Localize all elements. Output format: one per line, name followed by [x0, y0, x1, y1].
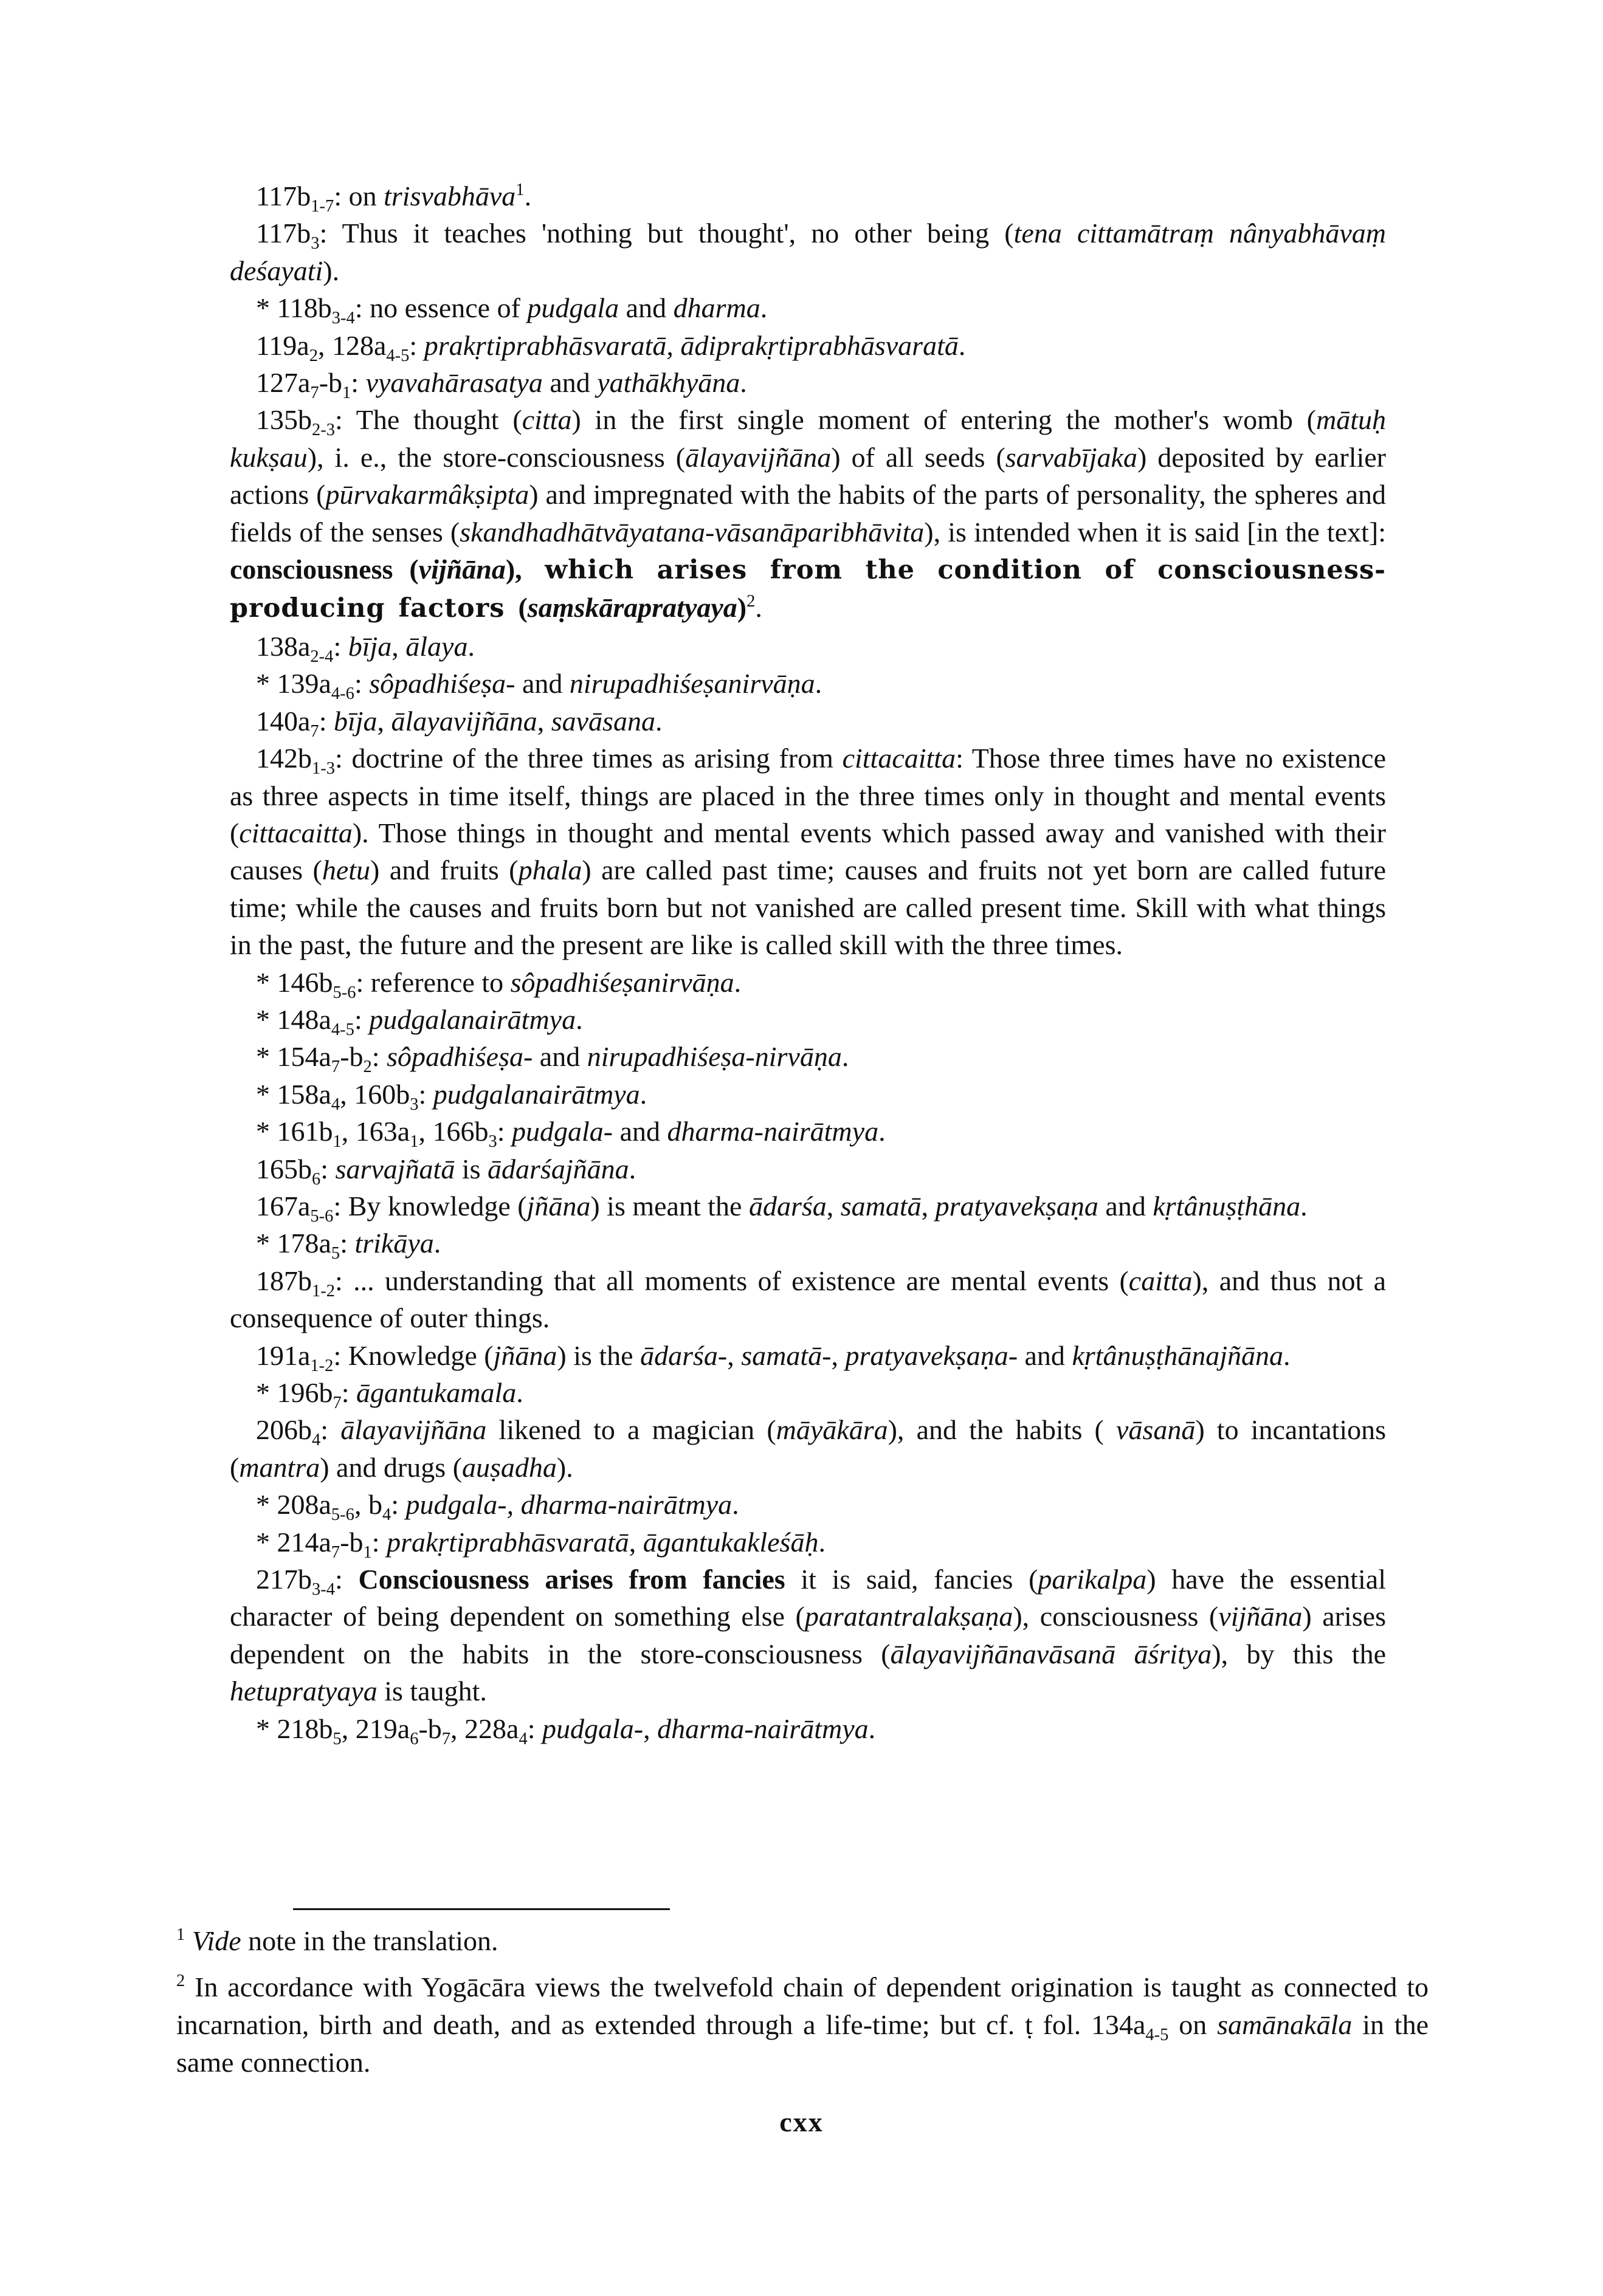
subscript-ref: 5-6: [310, 1206, 334, 1226]
text-run: :: [527, 1713, 543, 1744]
text-run: ,: [629, 1526, 643, 1558]
subscript-ref: 2-3: [312, 421, 336, 440]
italic-term: phala: [518, 854, 582, 886]
text-run: 217b: [256, 1564, 312, 1595]
text-run: ) in the first single moment of entering the mother's womb (: [571, 404, 1316, 436]
italic-term: dharma-nairātmya: [667, 1116, 879, 1147]
italic-term: samānakāla: [1217, 2009, 1353, 2040]
italic-term: ālayavijñāna: [685, 441, 832, 473]
text-run: , 128a: [317, 329, 387, 361]
italic-term: paratantralakṣaṇa: [804, 1601, 1013, 1632]
entry-paragraph: [230, 665, 1386, 702]
text-run: ,: [727, 1339, 742, 1371]
subscript-ref: 1-3: [312, 759, 336, 779]
italic-term: vijñāna: [1218, 1601, 1303, 1632]
subscript-ref: 7: [310, 721, 319, 741]
bold-italic-term: vijñāna: [418, 554, 506, 585]
entry-paragraph: [230, 1710, 1386, 1747]
italic-term: yathākhyāna: [597, 367, 740, 399]
subscript-ref: 3-4: [331, 309, 355, 328]
text-run: ) of all seeds (: [831, 441, 1005, 473]
italic-term: hetupratyaya: [230, 1676, 377, 1707]
subscript-ref: 6: [410, 1729, 419, 1748]
text-run: : doctrine of the three times as arising from: [335, 743, 843, 774]
subscript-ref: 2-4: [310, 647, 334, 666]
text-run: 142b: [256, 743, 312, 774]
entry-paragraph: [230, 1561, 1386, 1710]
text-run: 191a: [256, 1339, 311, 1371]
text-run: .: [760, 292, 768, 324]
footnote-separator: [293, 1908, 670, 1910]
text-run: ,: [377, 705, 391, 737]
italic-term: sôpadhiśeṣanirvāṇa: [510, 966, 734, 998]
footnote-ref: 2: [746, 592, 756, 611]
subscript-ref: 7: [310, 383, 319, 402]
footnote: [176, 1968, 1429, 2081]
subscript-ref: 5: [331, 1244, 340, 1263]
footnote: [176, 1922, 1429, 1960]
italic-term: māyākāra: [776, 1414, 888, 1446]
text-run: ).: [556, 1451, 573, 1483]
text-run: it is said, fancies (: [785, 1564, 1038, 1595]
footnote-ref: 1: [176, 1925, 185, 1944]
text-run: 167a: [256, 1190, 311, 1222]
text-run: and: [613, 1116, 667, 1147]
text-run: ) and fruits (: [370, 854, 519, 886]
italic-term: parikalpa: [1038, 1564, 1147, 1595]
text-run: .: [734, 966, 742, 998]
subscript-ref: 3-4: [312, 1580, 336, 1599]
text-run: :: [371, 1041, 387, 1073]
entry-paragraph: [230, 1486, 1386, 1523]
text-run: * 196b: [256, 1377, 333, 1408]
text-run: [185, 1925, 192, 1956]
text-run: ), i. e., the store-consciousness (: [307, 441, 686, 473]
text-run: 119a: [256, 329, 309, 361]
text-run: .: [755, 592, 762, 624]
italic-term: ālayavijñāna: [340, 1414, 487, 1446]
text-run: ). Those things in thought and mental events which passed away and vanished with their causes (: [230, 817, 1386, 886]
italic-term: nirupadhiśeṣanirvāṇa: [569, 668, 815, 699]
text-run: ) and drugs (: [320, 1451, 463, 1483]
text-run: and: [542, 367, 598, 399]
text-run: ) arises dependent on the habits in the store-consciousness (: [230, 1601, 1386, 1669]
italic-term: vyavahārasatya: [365, 367, 543, 399]
text-run: , 219a: [341, 1713, 410, 1744]
bold-text: (: [518, 592, 528, 624]
text-run: : By knowledge (: [333, 1190, 527, 1222]
text-run: ) to incantations (: [230, 1414, 1386, 1483]
italic-term: dharma-nairātmya: [657, 1713, 869, 1744]
text-run: .: [841, 1041, 849, 1073]
text-run: 187b: [256, 1265, 312, 1296]
italic-term: pudgala-, dharma-nairātmya: [405, 1489, 733, 1521]
text-run: : no essence of: [354, 292, 528, 324]
text-run: and: [515, 668, 570, 699]
text-run: .: [878, 1116, 886, 1147]
text-run: ), by this the: [1212, 1638, 1386, 1669]
subscript-ref: 4: [312, 1431, 321, 1450]
text-run: .: [958, 329, 966, 361]
text-run: In accordance with Yogācāra views the twelvefold chain of dependent origination is taught as connected to incarnation, birth and death, and as extended through a life-time; but cf. ṭ fol. 134a: [176, 1971, 1429, 2040]
text-run: : ... understanding that all moments of existence are mental events (: [335, 1265, 1129, 1296]
text-run: ,: [826, 1190, 841, 1222]
text-run: note in the translation.: [241, 1925, 498, 1956]
italic-term: pūrvakarmâkṣipta: [325, 479, 529, 510]
entry-paragraph: [230, 628, 1386, 665]
italic-term: vāsanā: [1116, 1414, 1196, 1446]
text-run: and: [1018, 1339, 1072, 1371]
text-run: .: [639, 1078, 647, 1110]
italic-term: samatā-: [741, 1339, 832, 1371]
text-run: :: [335, 1564, 359, 1595]
text-run: and: [619, 292, 674, 324]
text-run: :: [354, 1003, 370, 1035]
text-run: .: [815, 668, 822, 699]
text-run: ,: [831, 1339, 846, 1371]
subscript-ref: 5-6: [333, 983, 356, 1002]
text-run: : on: [334, 180, 384, 211]
text-run: :: [333, 630, 348, 662]
entry-paragraph: [230, 1262, 1386, 1337]
italic-term: bīja: [333, 705, 377, 737]
entry-paragraph: [230, 289, 1386, 326]
subscript-ref: 4-5: [386, 346, 410, 365]
text-run: .: [655, 705, 663, 737]
subscript-ref: 1-2: [312, 1281, 336, 1301]
text-run: * 178a: [256, 1228, 331, 1259]
italic-term: auṣadha: [462, 1451, 557, 1483]
text-run: , 160b: [340, 1078, 410, 1110]
text-run: :: [371, 1526, 387, 1558]
text-run: 140a: [256, 705, 311, 737]
text-run: * 146b: [256, 966, 333, 998]
bold-text: Consciousness arises from fancies: [358, 1564, 785, 1595]
text-run: .: [629, 1153, 636, 1184]
subscript-ref: 6: [312, 1169, 321, 1189]
text-run: -b: [418, 1713, 442, 1744]
subscript-ref: 1: [410, 1132, 419, 1152]
text-run: :: [340, 1228, 355, 1259]
text-run: :: [409, 329, 424, 361]
subscript-ref: 7: [331, 1542, 340, 1562]
subscript-ref: 4: [519, 1729, 528, 1748]
text-run: :: [320, 1414, 341, 1446]
footnote-ref: 1: [515, 180, 525, 199]
entry-paragraph: [230, 1113, 1386, 1150]
text-run: ), is intended when it is said [in the text]:: [924, 516, 1386, 548]
text-run: * 154a: [256, 1041, 331, 1073]
text-run: .: [1300, 1190, 1308, 1222]
italic-term: prakṛtiprabhāsvaratā: [387, 1526, 629, 1558]
italic-term: ālayavijñāna: [391, 705, 537, 737]
entry-paragraph: [230, 1188, 1386, 1225]
italic-term: Vide: [191, 1925, 241, 1956]
entry-paragraph: [230, 1411, 1386, 1486]
entry-paragraph: [230, 1225, 1386, 1262]
italic-term: nirupadhiśeṣa-nirvāṇa: [587, 1041, 842, 1073]
text-run: , 228a: [450, 1713, 519, 1744]
text-run: on: [1168, 2009, 1218, 2040]
text-run: : Thus it teaches 'nothing but thought', no other being (: [319, 218, 1014, 249]
text-run: ), consciousness (: [1013, 1601, 1219, 1632]
text-run: and: [533, 1041, 587, 1073]
text-run: -b: [340, 1526, 364, 1558]
subscript-ref: 2: [309, 346, 318, 365]
italic-term: sarvabījaka: [1005, 441, 1137, 473]
text-run: is taught.: [377, 1676, 487, 1707]
italic-term: sôpadhiśeṣa-: [387, 1041, 533, 1073]
subscript-ref: 7: [331, 1057, 340, 1077]
text-run: ,: [643, 1713, 658, 1744]
text-run: * 148a: [256, 1003, 331, 1035]
text-run: : Those three times have no existence as three aspects in time itself, things are placed in the three times only in thought and mental events (: [230, 743, 1387, 848]
entry-paragraph: [230, 1038, 1386, 1075]
page-number: cxx: [779, 2106, 824, 2137]
bold-italic-term: saṃskārapratyaya: [527, 592, 737, 624]
italic-term: trikāya: [354, 1228, 434, 1259]
subscript-ref: 1: [342, 383, 351, 402]
text-run: , 166b: [418, 1116, 489, 1147]
text-run: :: [351, 367, 366, 399]
subscript-ref: 3: [311, 234, 320, 253]
text-run: ) is the: [557, 1339, 641, 1371]
italic-term: mantra: [239, 1451, 320, 1483]
text-run: :: [354, 668, 370, 699]
italic-term: ādarśa-: [640, 1339, 728, 1371]
bold-text: ),: [505, 554, 522, 585]
entry-paragraph: [230, 401, 1386, 627]
text-run: :: [319, 705, 334, 737]
text-run: 117b: [256, 218, 311, 249]
text-run: :: [391, 1489, 406, 1521]
subscript-ref: 4: [331, 1095, 340, 1114]
bold-text: which arises from the condition of consciousness-producing factors: [230, 555, 1386, 624]
text-run: , b: [354, 1489, 382, 1521]
bold-text: ): [737, 592, 747, 624]
footnotes: [176, 1922, 1429, 2090]
text-run: is: [455, 1153, 488, 1184]
text-run: * 139a: [256, 668, 331, 699]
subscript-ref: 5: [333, 1729, 342, 1748]
text-run: * 118b: [256, 292, 332, 324]
footnote-ref: 2: [176, 1971, 185, 1990]
entry-paragraph: [230, 1337, 1386, 1374]
italic-term: pudgala-: [542, 1713, 644, 1744]
entry-paragraph: [230, 1374, 1386, 1411]
entry-paragraph: [230, 1001, 1386, 1038]
text-run: :: [497, 1116, 512, 1147]
text-run: .: [467, 630, 475, 662]
subscript-ref: 7: [333, 1393, 342, 1412]
text-run: , 163a: [341, 1116, 410, 1147]
italic-term: savāsana: [551, 705, 655, 737]
italic-term: hetu: [322, 854, 371, 886]
italic-term: pudgalanairātmya: [433, 1078, 640, 1110]
subscript-ref: 5-6: [331, 1505, 354, 1525]
italic-term: bīja: [348, 630, 392, 662]
text-run: .: [868, 1713, 876, 1744]
italic-term: sarvajñatā: [335, 1153, 455, 1184]
text-run: .: [740, 367, 747, 399]
text-run: ) deposited by earlier actions (: [230, 441, 1386, 510]
entry-paragraph: [230, 177, 1386, 215]
text-run: .: [433, 1228, 441, 1259]
text-run: -b: [319, 367, 343, 399]
italic-term: tena cittamātraṃ nânyabhāvaṃ deśayati: [230, 218, 1386, 286]
text-run: ,: [391, 630, 406, 662]
text-run: .: [818, 1526, 826, 1558]
italic-term: ādarśa: [748, 1190, 827, 1222]
italic-term: āgantukamala: [356, 1377, 517, 1408]
text-run: .: [576, 1003, 583, 1035]
italic-term: citta: [522, 404, 572, 436]
text-run: * 208a: [256, 1489, 331, 1521]
text-run: * 214a: [256, 1526, 331, 1558]
italic-term: samatā: [840, 1190, 922, 1222]
subscript-ref: 3: [488, 1132, 497, 1152]
italic-term: pudgala: [527, 292, 619, 324]
text-run: :: [418, 1078, 433, 1110]
subscript-ref: 7: [441, 1729, 451, 1748]
italic-term: pratyavekṣaṇa-: [845, 1339, 1018, 1371]
subscript-ref: 1: [363, 1542, 372, 1562]
text-run: .: [1283, 1339, 1291, 1371]
entry-paragraph: [230, 740, 1386, 963]
italic-term: prakṛtiprabhāsvaratā, ādiprakṛtiprabhāsvaratā: [424, 329, 959, 361]
text-run: ,: [921, 1190, 936, 1222]
italic-term: trisvabhāva: [384, 180, 516, 211]
entry-paragraph: [230, 215, 1386, 289]
italic-term: mātuḥ kukṣau: [230, 404, 1386, 473]
text-run: .: [516, 1377, 523, 1408]
text-run: ) is meant the: [590, 1190, 749, 1222]
text-run: ), and the habits (: [888, 1414, 1116, 1446]
text-run: ) have the essential character of being dependent on something else (: [230, 1564, 1386, 1632]
subscript-ref: 1: [333, 1132, 342, 1152]
italic-term: skandhadhātvāyatana-vāsanāparibhāvita: [460, 516, 925, 548]
subscript-ref: 1-2: [310, 1356, 334, 1375]
text-run: : The thought (: [335, 404, 522, 436]
italic-term: pudgalanairātmya: [369, 1003, 576, 1035]
italic-term: āgantukakleśāḥ: [643, 1526, 819, 1558]
text-run: : Knowledge (: [333, 1339, 494, 1371]
italic-term: sôpadhiśeṣa-: [369, 668, 515, 699]
subscript-ref: 4-5: [1145, 2025, 1169, 2044]
italic-term: jñāna: [493, 1339, 557, 1371]
italic-term: cittacaitta: [239, 817, 353, 848]
italic-term: kṛtânuṣṭhāna: [1153, 1190, 1301, 1222]
text-run: 117b: [256, 180, 311, 211]
text-run: : reference to: [356, 966, 511, 998]
text-run: ,: [537, 705, 551, 737]
text-run: :: [320, 1153, 336, 1184]
entry-paragraph: [230, 364, 1386, 401]
text-run: ).: [323, 255, 340, 286]
text-run: ), and thus not a consequence of outer things.: [230, 1265, 1386, 1334]
text-run: 165b: [256, 1153, 312, 1184]
entry-paragraph: [230, 1524, 1386, 1561]
text-run: -b: [340, 1041, 364, 1073]
text-run: and: [1098, 1190, 1153, 1222]
text-run: 138a: [256, 630, 311, 662]
italic-term: ādarśajñāna: [488, 1153, 629, 1184]
text-run: .: [524, 180, 532, 211]
entry-paragraph: [230, 964, 1386, 1001]
text-run: :: [341, 1377, 357, 1408]
bold-text: consciousness (: [230, 554, 419, 585]
subscript-ref: 4-6: [331, 684, 354, 704]
italic-term: jñāna: [526, 1190, 591, 1222]
subscript-ref: 2: [363, 1057, 372, 1077]
text-run: * 218b: [256, 1713, 333, 1744]
italic-term: kṛtânuṣṭhānajñāna: [1072, 1339, 1283, 1371]
text-run: 135b: [256, 404, 312, 436]
italic-term: cittacaitta: [842, 743, 956, 774]
italic-term: pudgala-: [512, 1116, 613, 1147]
subscript-ref: 1-7: [311, 196, 334, 216]
entry-paragraph: [230, 1150, 1386, 1188]
text-run: likened to a magician (: [486, 1414, 776, 1446]
entry-paragraph: [230, 327, 1386, 364]
text-run: 127a: [256, 367, 311, 399]
entry-paragraph: [230, 1076, 1386, 1113]
text-run: * 161b: [256, 1116, 333, 1147]
text-run: * 158a: [256, 1078, 331, 1110]
text-run: ) and impregnated with the habits of the parts of personality, the spheres and fields of the senses (: [230, 479, 1386, 548]
text-run: .: [732, 1489, 739, 1521]
text-run: 206b: [256, 1414, 312, 1446]
italic-term: ālayavijñānavāsanā āśritya: [890, 1638, 1212, 1669]
subscript-ref: 4-5: [331, 1020, 354, 1039]
subscript-ref: 4: [382, 1505, 391, 1525]
subscript-ref: 3: [410, 1095, 419, 1114]
text-run: ) are called past time; causes and fruits not yet born are called future time; while the causes and fruits born but not vanished are called present time. Skill with what things in the past, the future and the present are like is called skill with the three times.: [230, 854, 1386, 961]
text-run: in the same connection.: [176, 2009, 1429, 2078]
italic-term: caitta: [1128, 1265, 1193, 1296]
commentary-entries: [230, 177, 1386, 1747]
italic-term: ālaya: [405, 630, 468, 662]
italic-term: dharma: [673, 292, 760, 324]
italic-term: pratyavekṣaṇa: [935, 1190, 1098, 1222]
entry-paragraph: [230, 703, 1386, 740]
